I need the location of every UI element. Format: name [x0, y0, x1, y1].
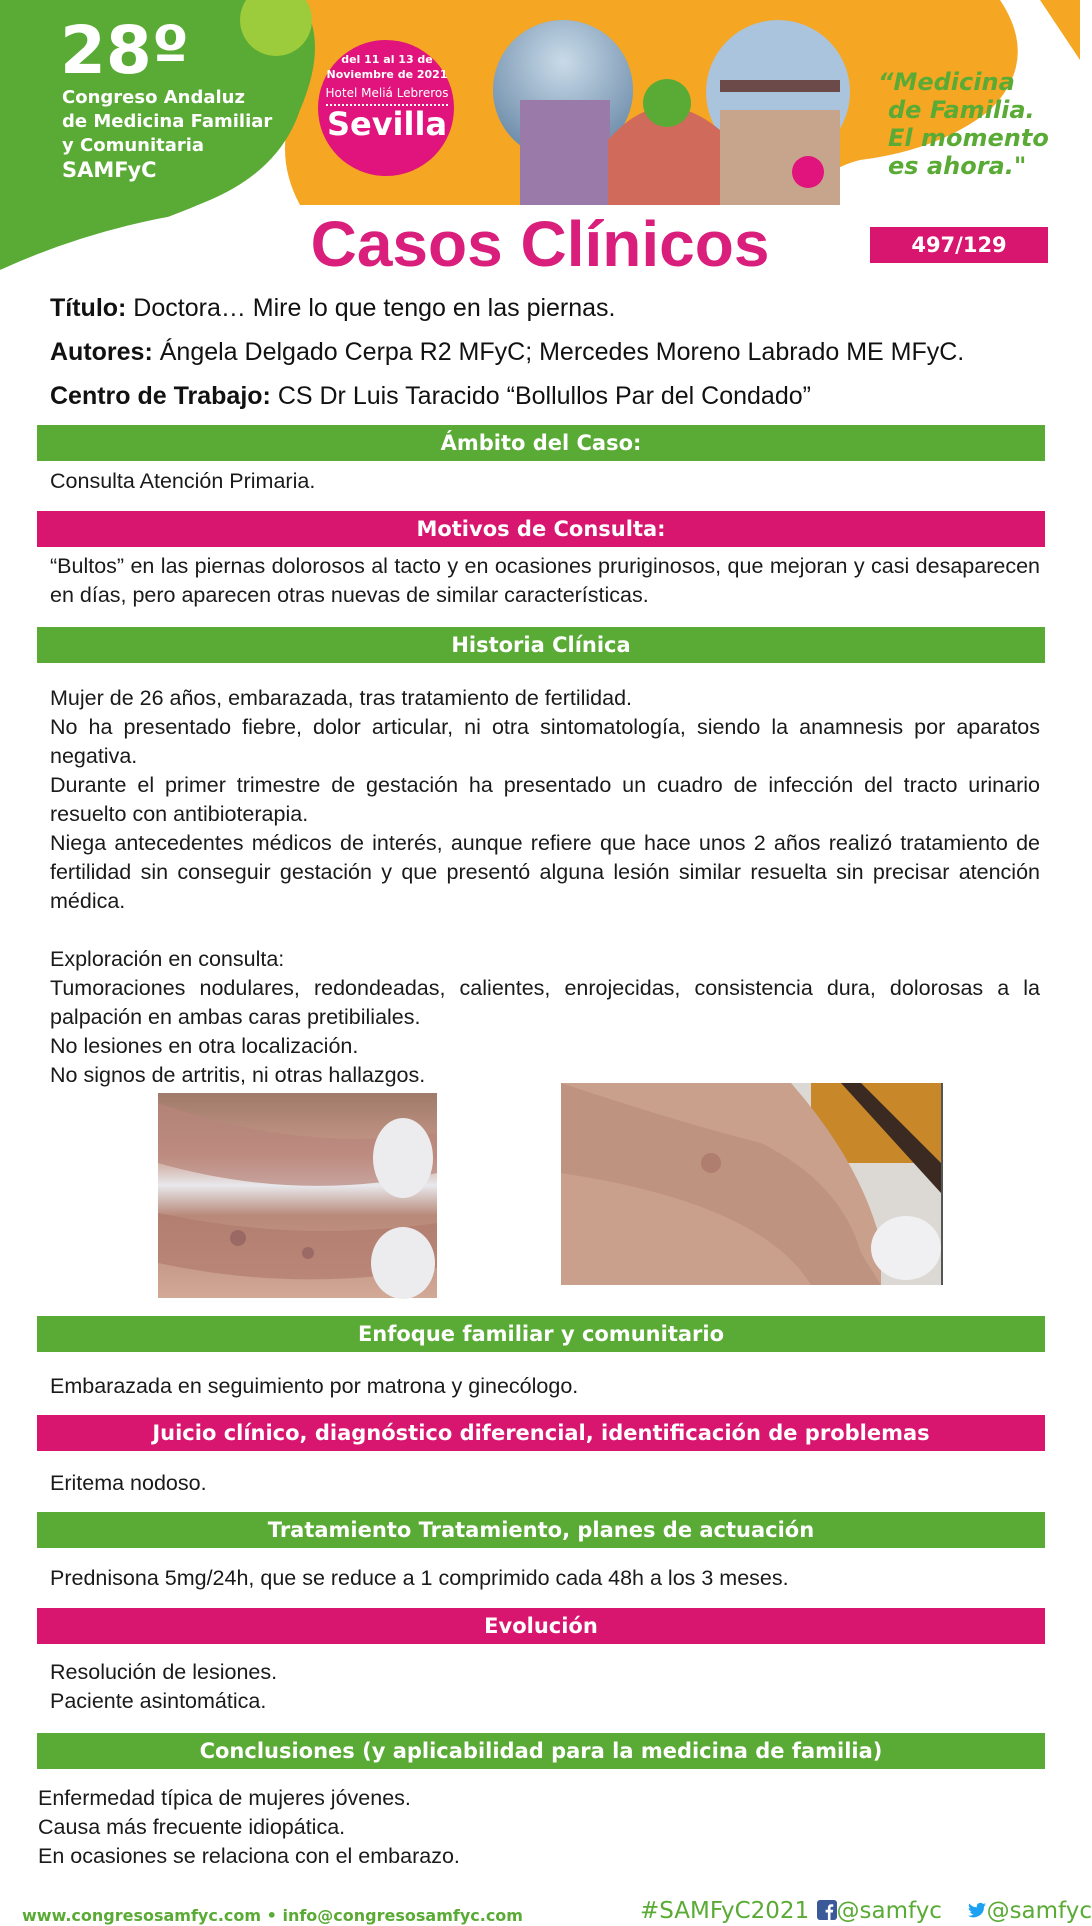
page-title: Casos Clínicos [310, 208, 770, 280]
section-heading-enfoque: Enfoque familiar y comunitario [37, 1316, 1045, 1352]
titulo-label: Título: [50, 294, 127, 322]
clinical-photo-legs-2 [561, 1083, 943, 1285]
case-title [50, 293, 616, 323]
section-heading-motivos: Motivos de Consulta: [37, 511, 1045, 547]
titulo-value: Doctora… Mire lo que tengo en las piernas. [126, 294, 616, 322]
congress-name-line: y Comunitaria [62, 135, 205, 156]
section-text-motivos: “Bultos” en las piernas dolorosos al tacto y en ocasiones pruriginosos, que mejoran y casi desaparecen en días, pero aparecen otras nuevas de similar características. [50, 554, 1040, 607]
historia-paragraph: Mujer de 26 años, embarazada, tras tratamiento de fertilidad. [50, 686, 633, 710]
evolucion-line: Paciente asintomática. [50, 1689, 267, 1713]
slogan [878, 68, 1078, 180]
evolucion-line: Resolución de lesiones. [50, 1660, 278, 1684]
slogan-line: de Familia. [888, 96, 1035, 124]
slogan-line: es ahora." [888, 152, 1027, 180]
historia-paragraph: No ha presentado fiebre, dolor articular, ni otra sintomatología, siendo la anamnesis por aparatos negativa. [50, 715, 1040, 768]
congress-number: 28º [60, 12, 190, 89]
congress-name-line: de Medicina Familiar [62, 111, 273, 132]
section-text-evolucion [50, 1658, 1040, 1716]
slogan-line: “Medicina [878, 68, 1015, 96]
venue: Hotel Meliá Lebreros [326, 85, 449, 106]
hashtag: #SAMFyC2021 [640, 1898, 810, 1924]
congress-name [62, 86, 292, 182]
section-heading-tratamiento: Tratamiento Tratamiento, planes de actuación [37, 1512, 1045, 1548]
exploracion-paragraph: No signos de artritis, ni otras hallazgos. [50, 1063, 426, 1087]
city: Sevilla [326, 105, 448, 143]
dates-line-1: del 11 al 13 de [341, 53, 433, 66]
centro-value: CS Dr Luis Taracido “Bollullos Par del Condado” [270, 382, 811, 410]
section-text-conclusiones [38, 1784, 1028, 1871]
congress-name-line: Congreso Andaluz [62, 87, 245, 108]
section-text-historia [50, 684, 1040, 1090]
slogan-line: El momento [888, 124, 1049, 152]
work-center [50, 381, 811, 411]
section-heading-historia: Historia Clínica [37, 627, 1045, 663]
autores-value: Ángela Delgado Cerpa R2 MFyC; Mercedes Moreno Labrado ME MFyC. [152, 338, 965, 366]
section-text-juicio: Eritema nodoso. [50, 1471, 207, 1495]
section-heading-juicio: Juicio clínico, diagnóstico diferencial, identificación de problemas [37, 1415, 1045, 1451]
section-heading-evolucion: Evolución [37, 1608, 1045, 1644]
clinical-photo-legs-1 [158, 1093, 437, 1298]
exploracion-paragraph: Tumoraciones nodulares, redondeadas, calientes, enrojecidas, consistencia dura, dolorosas a la palpación en ambas caras pretibiliales. [50, 976, 1040, 1029]
section-text-tratamiento: Prednisona 5mg/24h, que se reduce a 1 comprimido cada 48h a los 3 meses. [50, 1566, 789, 1590]
historia-paragraph: Durante el primer trimestre de gestación ha presentado un cuadro de infección del tracto urinario resuelto con antibioterapia. [50, 773, 1040, 826]
website-link[interactable]: www.congresosamfyc.com [22, 1906, 262, 1925]
historia-paragraph: Niega antecedentes médicos de interés, aunque refiere que hace unos 2 años realizó tratamiento de fertilidad sin conseguir gestación y que presentó alguna lesión similar resuelta sin precisar atención médica. [50, 831, 1040, 913]
facebook-icon[interactable] [817, 1900, 837, 1920]
event-dates [322, 52, 452, 142]
section-heading-conclusiones: Conclusiones (y aplicabilidad para la medicina de familia) [37, 1733, 1045, 1769]
footer-social [640, 1898, 1092, 1924]
case-authors [50, 337, 964, 367]
conclusion-line: Causa más frecuente idiopática. [38, 1815, 346, 1839]
section-text-ambito: Consulta Atención Primaria. [50, 469, 316, 493]
section-text-enfoque: Embarazada en seguimiento por matrona y ginecólogo. [50, 1374, 579, 1398]
exploracion-paragraph: Exploración en consulta: [50, 947, 285, 971]
twitter-icon[interactable] [967, 1900, 987, 1920]
section-heading-ambito: Ámbito del Caso: [37, 425, 1045, 461]
footer-contact [22, 1906, 523, 1926]
footer-separator: • [266, 1906, 277, 1925]
dates-line-2: Noviembre de 2021 [326, 68, 448, 81]
email-link[interactable]: info@congresosamfyc.com [282, 1906, 523, 1925]
conclusion-line: Enfermedad típica de mujeres jóvenes. [38, 1786, 411, 1810]
twitter-handle[interactable]: @samfyc [986, 1898, 1092, 1924]
case-id-badge: 497/129 [870, 227, 1048, 263]
organization-name: SAMFyC [62, 158, 157, 182]
centro-label: Centro de Trabajo: [50, 382, 271, 410]
autores-label: Autores: [50, 338, 153, 366]
conclusion-line: En ocasiones se relaciona con el embarazo. [38, 1844, 460, 1868]
facebook-handle[interactable]: @samfyc [836, 1898, 942, 1924]
exploracion-paragraph: No lesiones en otra localización. [50, 1034, 359, 1058]
